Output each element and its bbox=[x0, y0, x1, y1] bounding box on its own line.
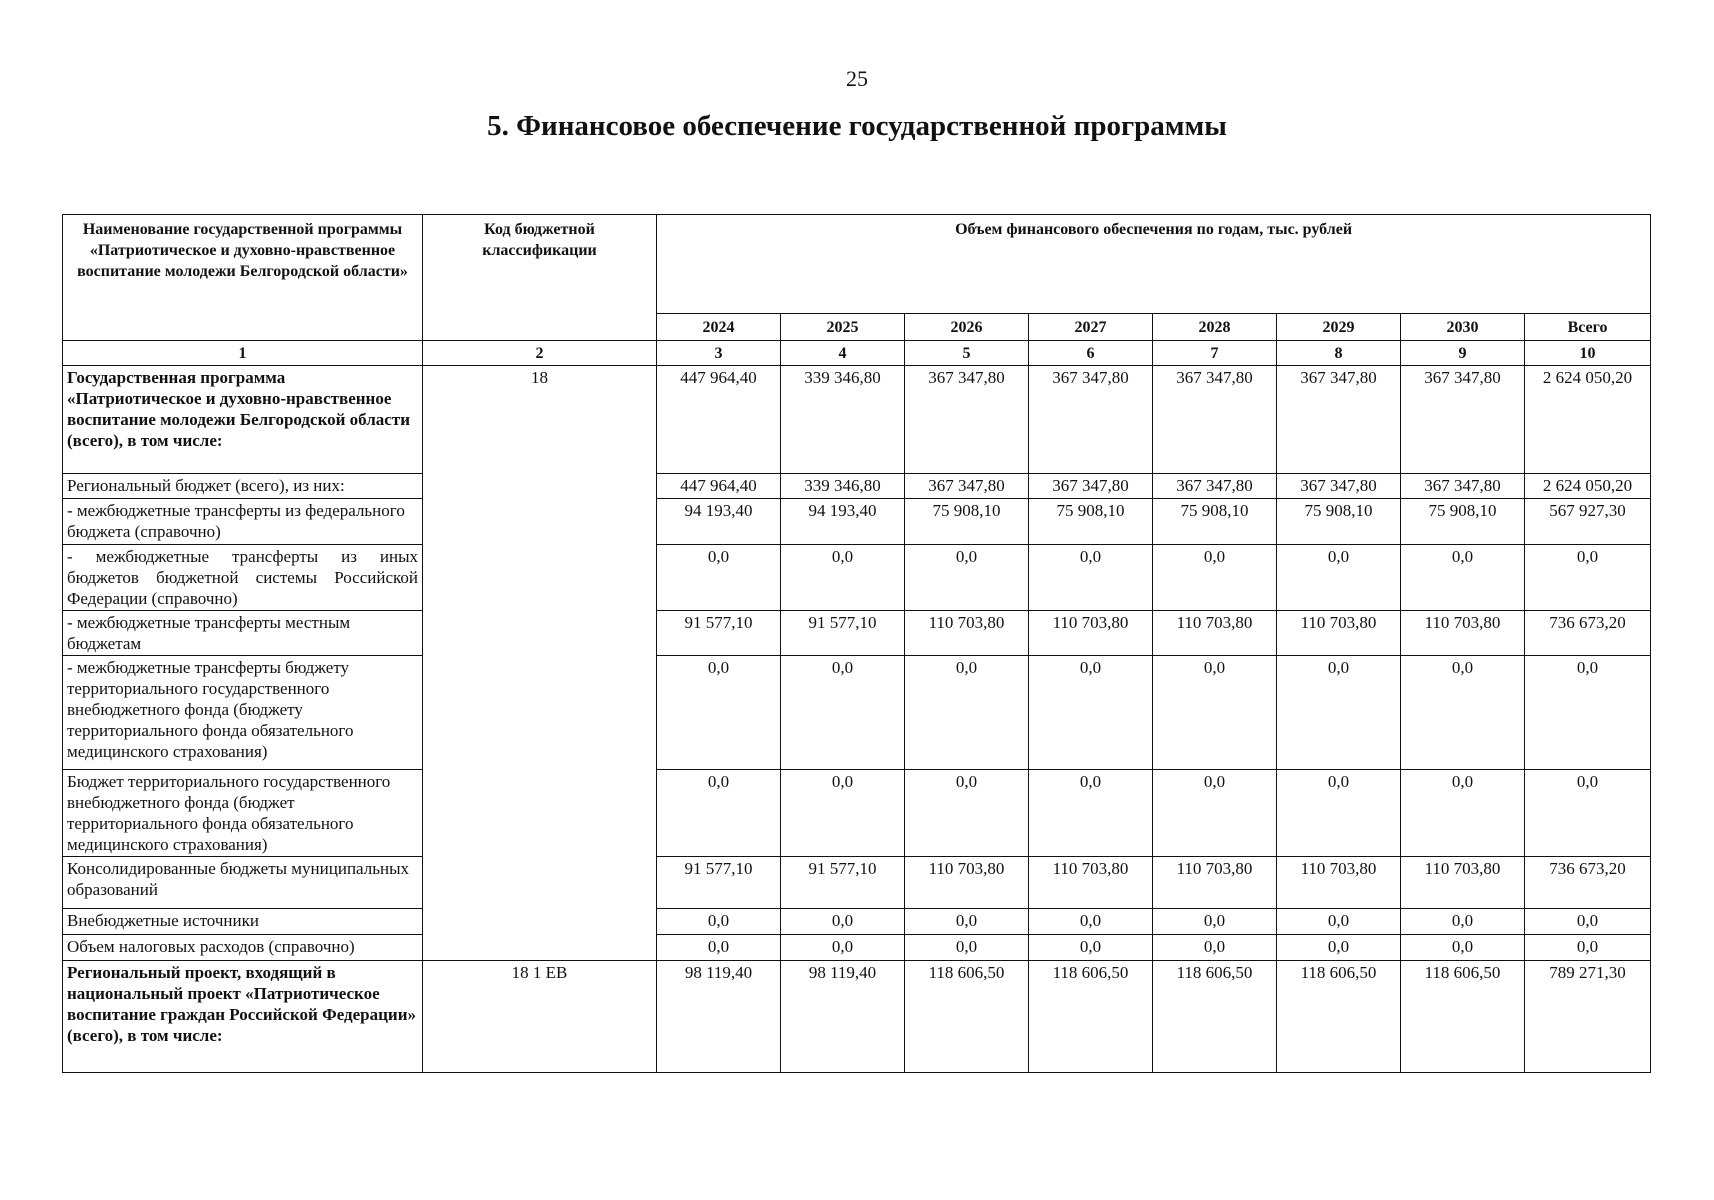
column-number: 2 bbox=[423, 341, 657, 366]
value-cell: 118 606,50 bbox=[1029, 961, 1153, 1073]
value-cell: 0,0 bbox=[781, 770, 905, 857]
value-cell: 367 347,80 bbox=[905, 366, 1029, 474]
value-cell: 0,0 bbox=[905, 909, 1029, 935]
value-cell: 0,0 bbox=[1153, 909, 1277, 935]
row-label-tax-expenditures: Объем налоговых расходов (справочно) bbox=[63, 935, 423, 961]
header-year-2028: 2028 bbox=[1153, 314, 1277, 341]
value-cell: 75 908,10 bbox=[1029, 499, 1153, 545]
value-cell: 0,0 bbox=[1029, 656, 1153, 770]
value-cell: 110 703,80 bbox=[1029, 857, 1153, 909]
table-row bbox=[63, 366, 1651, 474]
value-cell: 0,0 bbox=[781, 545, 905, 611]
value-cell: 110 703,80 bbox=[905, 611, 1029, 656]
header-year-2025: 2025 bbox=[781, 314, 905, 341]
table-row bbox=[63, 474, 1651, 499]
value-cell-total: 0,0 bbox=[1525, 909, 1651, 935]
row-label-extra-budgetary-sources: Внебюджетные источники bbox=[63, 909, 423, 935]
value-cell: 94 193,40 bbox=[781, 499, 905, 545]
value-cell: 367 347,80 bbox=[1277, 366, 1401, 474]
value-cell-total: 2 624 050,20 bbox=[1525, 366, 1651, 474]
value-cell-total: 2 624 050,20 bbox=[1525, 474, 1651, 499]
value-cell: 98 119,40 bbox=[657, 961, 781, 1073]
value-cell: 447 964,40 bbox=[657, 366, 781, 474]
value-cell: 118 606,50 bbox=[905, 961, 1029, 1073]
value-cell: 0,0 bbox=[1029, 935, 1153, 961]
column-number: 1 bbox=[63, 341, 423, 366]
table-row bbox=[63, 545, 1651, 611]
value-cell-total: 0,0 bbox=[1525, 935, 1651, 961]
value-cell: 0,0 bbox=[1401, 656, 1525, 770]
value-cell: 110 703,80 bbox=[1029, 611, 1153, 656]
value-cell: 367 347,80 bbox=[1153, 474, 1277, 499]
value-cell: 0,0 bbox=[781, 909, 905, 935]
column-number: 6 bbox=[1029, 341, 1153, 366]
value-cell: 0,0 bbox=[1277, 656, 1401, 770]
column-number: 9 bbox=[1401, 341, 1525, 366]
value-cell: 0,0 bbox=[1153, 656, 1277, 770]
value-cell: 91 577,10 bbox=[657, 857, 781, 909]
value-cell: 0,0 bbox=[781, 656, 905, 770]
value-cell: 0,0 bbox=[1401, 545, 1525, 611]
value-cell: 110 703,80 bbox=[905, 857, 1029, 909]
value-cell: 0,0 bbox=[1029, 909, 1153, 935]
value-cell-total: 736 673,20 bbox=[1525, 857, 1651, 909]
value-cell: 118 606,50 bbox=[1153, 961, 1277, 1073]
value-cell: 110 703,80 bbox=[1277, 611, 1401, 656]
header-year-2024: 2024 bbox=[657, 314, 781, 341]
value-cell: 0,0 bbox=[905, 656, 1029, 770]
row-label-territorial-fund-transfers: - межбюджетные трансферты бюджету территориального государственного внебюджетного фонда (бюджету территориального фонда обязательного медицинского страхования) bbox=[63, 656, 423, 770]
column-numbers-row bbox=[63, 341, 1651, 366]
value-cell: 0,0 bbox=[1029, 545, 1153, 611]
row-label-regional-project: Региональный проект, входящий в национальный проект «Патриотическое воспитание граждан Российской Федерации» (всего), в том числе: bbox=[63, 961, 423, 1073]
value-cell: 0,0 bbox=[905, 770, 1029, 857]
row-label-local-budgets-transfers: - межбюджетные трансферты местным бюджетам bbox=[63, 611, 423, 656]
value-cell: 110 703,80 bbox=[1153, 611, 1277, 656]
header-year-2027: 2027 bbox=[1029, 314, 1153, 341]
row-label-consolidated-municipal-budgets: Консолидированные бюджеты муниципальных образований bbox=[63, 857, 423, 909]
value-cell: 0,0 bbox=[1277, 545, 1401, 611]
value-cell: 0,0 bbox=[657, 935, 781, 961]
value-cell: 367 347,80 bbox=[905, 474, 1029, 499]
column-number: 7 bbox=[1153, 341, 1277, 366]
value-cell: 110 703,80 bbox=[1153, 857, 1277, 909]
value-cell: 367 347,80 bbox=[1029, 366, 1153, 474]
table-row bbox=[63, 909, 1651, 935]
value-cell: 118 606,50 bbox=[1277, 961, 1401, 1073]
value-cell: 91 577,10 bbox=[781, 611, 905, 656]
value-cell-total: 567 927,30 bbox=[1525, 499, 1651, 545]
value-cell: 0,0 bbox=[781, 935, 905, 961]
row-label-regional-budget: Региональный бюджет (всего), из них: bbox=[63, 474, 423, 499]
value-cell: 0,0 bbox=[1401, 935, 1525, 961]
value-cell: 0,0 bbox=[1153, 770, 1277, 857]
value-cell: 0,0 bbox=[1153, 935, 1277, 961]
value-cell: 0,0 bbox=[1401, 909, 1525, 935]
value-cell-total: 0,0 bbox=[1525, 770, 1651, 857]
value-cell: 0,0 bbox=[657, 770, 781, 857]
value-cell: 0,0 bbox=[1277, 909, 1401, 935]
page-number: 25 bbox=[846, 66, 868, 91]
table-row bbox=[63, 961, 1651, 1073]
value-cell: 110 703,80 bbox=[1401, 857, 1525, 909]
row-label-other-budgets-transfers: - межбюджетные трансферты из иных бюджетов бюджетной системы Российской Федерации (справочно) bbox=[63, 545, 423, 611]
value-cell: 75 908,10 bbox=[905, 499, 1029, 545]
value-cell: 0,0 bbox=[1153, 545, 1277, 611]
value-cell-total: 0,0 bbox=[1525, 545, 1651, 611]
value-cell: 75 908,10 bbox=[1401, 499, 1525, 545]
value-cell: 0,0 bbox=[657, 909, 781, 935]
header-year-2030: 2030 bbox=[1401, 314, 1525, 341]
value-cell: 0,0 bbox=[1277, 770, 1401, 857]
value-cell: 0,0 bbox=[1029, 770, 1153, 857]
value-cell: 367 347,80 bbox=[1401, 474, 1525, 499]
value-cell-total: 789 271,30 bbox=[1525, 961, 1651, 1073]
value-cell: 75 908,10 bbox=[1277, 499, 1401, 545]
table-row bbox=[63, 857, 1651, 909]
budget-code-program: 18 bbox=[423, 366, 657, 961]
row-label-program-total: Государственная программа «Патриотическое и духовно-нравственное воспитание молодежи Белгородской области (всего), в том числе: bbox=[63, 366, 423, 474]
value-cell: 367 347,80 bbox=[1153, 366, 1277, 474]
value-cell: 0,0 bbox=[905, 545, 1029, 611]
value-cell: 0,0 bbox=[1277, 935, 1401, 961]
value-cell-total: 0,0 bbox=[1525, 656, 1651, 770]
column-number: 4 bbox=[781, 341, 905, 366]
value-cell: 0,0 bbox=[657, 545, 781, 611]
value-cell: 110 703,80 bbox=[1277, 857, 1401, 909]
value-cell: 339 346,80 bbox=[781, 366, 905, 474]
table-row bbox=[63, 611, 1651, 656]
value-cell: 91 577,10 bbox=[781, 857, 905, 909]
table-row bbox=[63, 656, 1651, 770]
value-cell: 367 347,80 bbox=[1277, 474, 1401, 499]
column-number: 8 bbox=[1277, 341, 1401, 366]
header-volume-column: Объем финансового обеспечения по годам, тыс. рублей bbox=[657, 215, 1651, 314]
page-title: 5. Финансовое обеспечение государственной программы bbox=[487, 110, 1227, 142]
value-cell-total: 736 673,20 bbox=[1525, 611, 1651, 656]
row-label-federal-transfers: - межбюджетные трансферты из федерального бюджета (справочно) bbox=[63, 499, 423, 545]
header-code-column: Код бюджетной классификации bbox=[423, 215, 657, 341]
header-year-2029: 2029 bbox=[1277, 314, 1401, 341]
column-number: 5 bbox=[905, 341, 1029, 366]
value-cell: 94 193,40 bbox=[657, 499, 781, 545]
value-cell: 0,0 bbox=[657, 656, 781, 770]
table-row bbox=[63, 499, 1651, 545]
value-cell: 447 964,40 bbox=[657, 474, 781, 499]
budget-code-project: 18 1 ЕВ bbox=[423, 961, 657, 1073]
row-label-territorial-fund-budget: Бюджет территориального государственного внебюджетного фонда (бюджет территориального фонда обязательного медицинского страхования) bbox=[63, 770, 423, 857]
value-cell: 339 346,80 bbox=[781, 474, 905, 499]
value-cell: 91 577,10 bbox=[657, 611, 781, 656]
financing-table bbox=[62, 214, 1651, 1073]
value-cell: 367 347,80 bbox=[1401, 366, 1525, 474]
column-number: 10 bbox=[1525, 341, 1651, 366]
header-name-column: Наименование государственной программы «Патриотическое и духовно-нравственное воспитание молодежи Белгородской области» bbox=[63, 215, 423, 341]
value-cell: 0,0 bbox=[905, 935, 1029, 961]
header-total: Всего bbox=[1525, 314, 1651, 341]
value-cell: 98 119,40 bbox=[781, 961, 905, 1073]
value-cell: 118 606,50 bbox=[1401, 961, 1525, 1073]
value-cell: 367 347,80 bbox=[1029, 474, 1153, 499]
column-number: 3 bbox=[657, 341, 781, 366]
table-row bbox=[63, 935, 1651, 961]
table-row bbox=[63, 770, 1651, 857]
value-cell: 75 908,10 bbox=[1153, 499, 1277, 545]
value-cell: 0,0 bbox=[1401, 770, 1525, 857]
value-cell: 110 703,80 bbox=[1401, 611, 1525, 656]
header-year-2026: 2026 bbox=[905, 314, 1029, 341]
